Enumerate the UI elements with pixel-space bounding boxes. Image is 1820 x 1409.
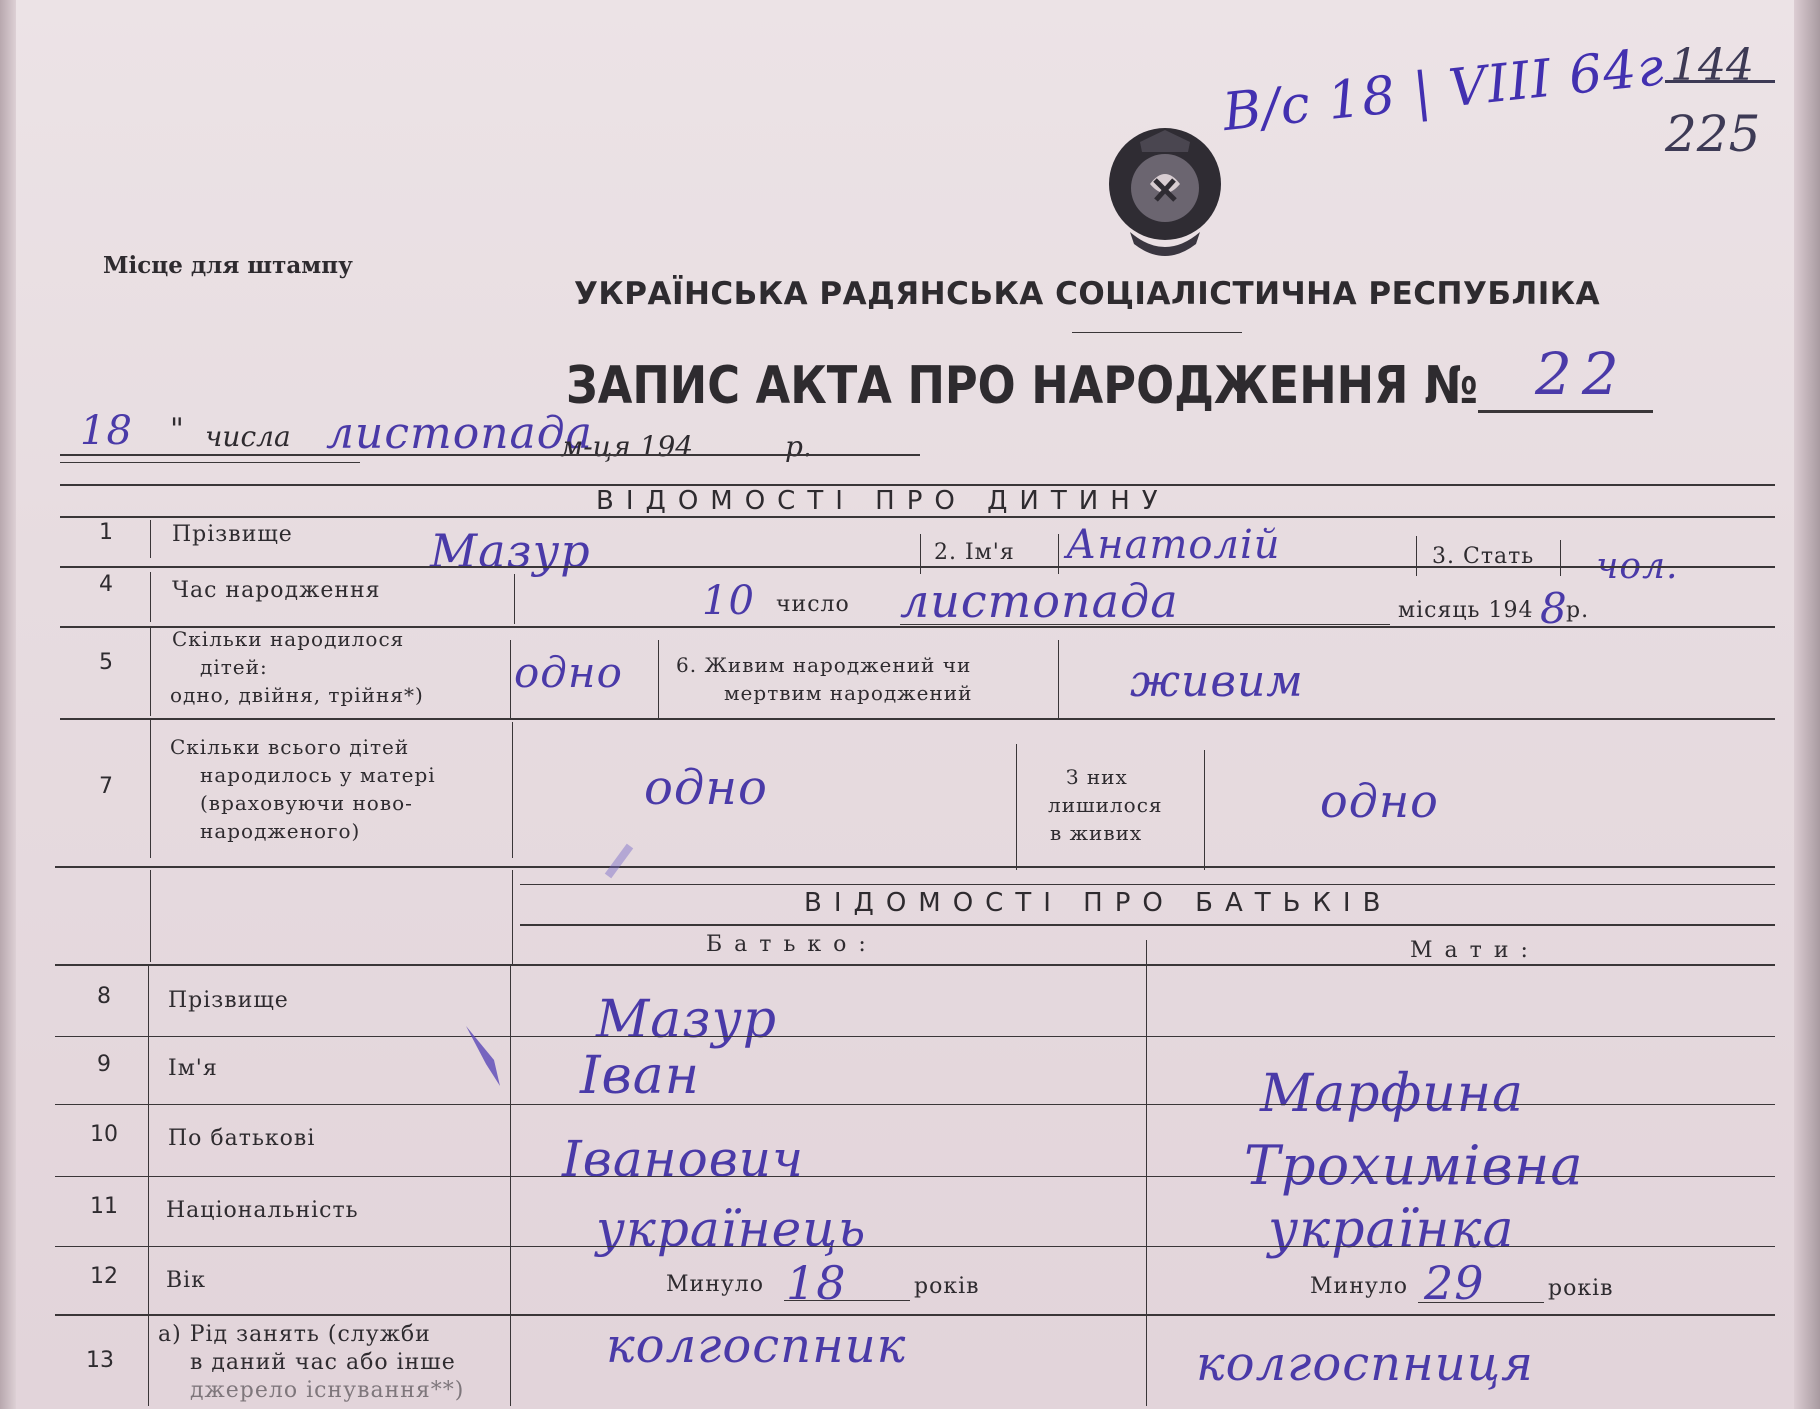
corner-note-top: 144 [1670,40,1754,91]
child-surname-label: Прізвище [172,522,293,547]
record-number-underline [1478,410,1653,413]
soviet-emblem-icon [1100,122,1230,262]
total-children-label-1: Скільки всього дітей [170,735,410,759]
row-number: 9 [97,1052,111,1077]
father-nationality-value: українець [596,1200,867,1258]
date-quote: " [170,412,184,447]
children-count-label-2: дітей: [200,655,268,679]
date-month-label: м-ця 194 [560,430,694,463]
child-sex-value: чол. [1596,546,1679,587]
date-underline-2 [60,462,360,463]
father-age-suffix: років [914,1274,980,1299]
page-edge-left [0,0,16,1409]
birth-time-label: Час народження [172,578,381,603]
heading-rule [1072,332,1242,333]
father-heading: Батько: [706,932,878,957]
children-count-label-1: Скільки народилося [172,627,405,651]
rule [60,566,1775,568]
mother-age-prefix: Минуло [1310,1274,1409,1299]
mother-age-underline [1418,1302,1544,1303]
col-divider [1560,540,1561,576]
birth-year-digit: 8 [1540,584,1568,633]
parent-row-label: Ім'я [168,1056,218,1081]
rule [60,718,1775,720]
row-number: 10 [90,1122,118,1147]
row-number: 4 [99,572,113,597]
col-divider [920,534,921,574]
row-number: 13 [86,1348,114,1373]
father-occupation-value: колгоспник [606,1318,907,1374]
rule-parents-top [520,884,1775,885]
rule [55,1104,1775,1105]
col-divider [1058,640,1059,720]
date-day-label: числа [205,420,291,453]
father-age-value: 18 [786,1256,847,1310]
father-patronymic-value: Іванович [562,1130,805,1188]
date-underline [60,454,920,456]
col-divider [150,520,151,558]
date-year-label: р. [785,430,812,463]
father-surname-value: Мазур [596,990,778,1050]
record-number: 22 [1535,340,1629,408]
mother-patronymic-value: Трохимівна [1244,1134,1584,1197]
date-day: 18 [80,408,133,454]
republic-heading: УКРАЇНСЬКА РАДЯНСЬКА СОЦІАЛІСТИЧНА РЕСПУБЛІКА [574,276,1601,312]
col-divider [1146,966,1147,1406]
child-sex-label: 3. Стать [1432,544,1535,569]
birth-day-label: число [776,592,850,617]
row-number: 7 [99,774,113,799]
col-divider [510,640,511,720]
occupation-label-3: джерело існування**) [190,1378,465,1403]
row-number: 12 [90,1264,118,1289]
date-month: листопада [326,408,593,459]
mother-name-value: Марфина [1260,1064,1524,1124]
row-number: 8 [97,984,111,1009]
survived-value: одно [1320,774,1439,828]
col-divider [1204,750,1205,870]
mother-heading: Мати: [1410,938,1540,963]
total-children-label-4: народженого) [200,819,361,843]
rule [55,866,1775,868]
parent-row-label: Прізвище [168,988,289,1013]
mother-nationality-value: українка [1268,1200,1515,1260]
occupation-label-1: а) Рід занять (служби [158,1322,431,1347]
occupation-label-2: в даний час або інше [190,1350,456,1375]
corner-note-bottom: 225 [1665,105,1761,163]
child-name-label: 2. Ім'я [934,540,1015,565]
child-name-value: Анатолій [1066,522,1281,568]
col-divider [148,966,149,1406]
row-number: 11 [90,1194,118,1219]
survived-label-1: З них [1066,765,1128,789]
survived-label-2: лишилося [1048,793,1163,817]
birth-month-value: листопада [900,574,1179,628]
mother-occupation-value: колгоспниця [1196,1336,1534,1392]
birth-month-label: місяць 194 [1398,598,1534,623]
rule [55,1246,1775,1247]
survived-label-3: в живих [1050,821,1143,845]
total-children-label-2: народилось у матері [200,763,436,787]
father-name-value: Іван [580,1046,701,1106]
children-count-label-3: одно, двійня, трійня*) [170,683,424,707]
parent-row-label: Національність [166,1198,359,1223]
col-divider [150,572,151,622]
col-divider [512,870,513,964]
col-divider [510,966,511,1406]
birth-year-label: р. [1566,598,1590,623]
rule [55,964,1775,966]
parent-row-label: По батькові [168,1126,316,1151]
alive-born-label-2: мертвим народжений [724,681,973,705]
child-section-heading: ВІДОМОСТІ ПРО ДИТИНУ [596,486,1170,516]
top-handwritten-note: В/с 18 | VIII 64г [1220,36,1668,144]
ink-smudge-icon [600,842,640,882]
corner-note-strike [1665,80,1775,83]
rule-child-heading [60,516,1775,518]
child-surname-value: Мазур [430,524,591,578]
page-title: ЗАПИС АКТА ПРО НАРОДЖЕННЯ № [566,356,1478,416]
total-children-label-3: (враховуючи ново- [200,791,413,815]
alive-born-label-1: 6. Живим народжений чи [676,653,972,677]
col-divider [150,628,151,716]
row-number: 1 [99,520,113,545]
stamp-place-label: Місце для штампу [103,252,353,279]
alive-born-value: живим [1130,656,1304,707]
page-edge-right [1794,0,1820,1409]
col-divider [1416,536,1417,576]
col-divider [150,720,151,858]
rule [55,1176,1775,1177]
col-divider [514,574,515,624]
rule [55,1314,1775,1316]
children-count-value: одно [514,648,623,697]
total-children-value: одно [644,760,768,816]
mother-age-suffix: років [1548,1276,1614,1301]
ink-blot-icon [460,1020,510,1090]
father-age-underline [784,1300,910,1301]
age-label: Вік [166,1268,206,1293]
row-number: 5 [99,650,113,675]
mother-age-value: 29 [1424,1256,1485,1310]
father-age-prefix: Минуло [666,1272,765,1297]
col-divider [512,722,513,858]
birth-month-underline [900,624,1390,625]
col-divider [1016,744,1017,870]
rule [55,1036,1775,1037]
birth-day-value: 10 [702,578,755,624]
col-divider [150,870,151,962]
parents-section-heading: ВІДОМОСТІ ПРО БАТЬКІВ [804,888,1393,918]
col-divider [658,640,659,720]
rule-parents-heading [520,924,1775,926]
col-divider [1058,534,1059,574]
